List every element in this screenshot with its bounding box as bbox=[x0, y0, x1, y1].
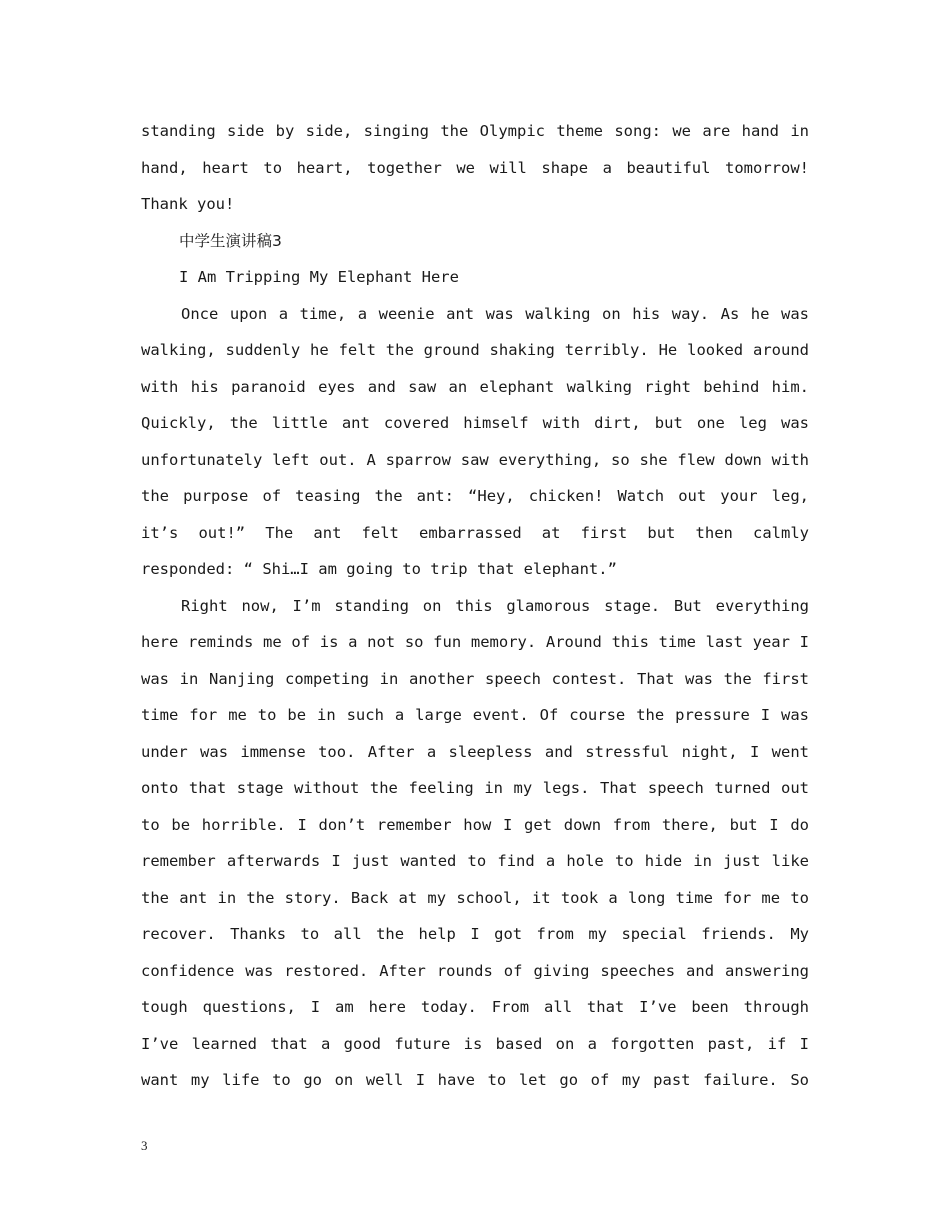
text-line: under was immense too. After a sleepless and stressful night, I went bbox=[141, 742, 809, 761]
text-line: was in Nanjing competing in another speech contest. That was the first bbox=[141, 669, 809, 688]
text-line: Right now, I’m standing on this glamorous stage. But everything bbox=[181, 596, 809, 615]
text-line: tough questions, I am here today. From all that I’ve been through bbox=[141, 998, 809, 1016]
text-line: confidence was restored. After rounds of giving speeches and answering bbox=[141, 961, 809, 980]
text-line: I’ve learned that a good future is based on a forgotten past, if I bbox=[141, 1034, 809, 1053]
text-line: recover. Thanks to all the help I got from my special friends. My bbox=[141, 925, 809, 943]
text-line: remember afterwards I just wanted to find a hole to hide in just like bbox=[141, 852, 809, 870]
text-line: Quickly, the little ant covered himself with dirt, but one leg was bbox=[141, 414, 809, 432]
text-line: onto that stage without the feeling in my legs. That speech turned out bbox=[141, 779, 809, 797]
text-line: standing side by side, singing the Olympic theme song: we are hand in bbox=[141, 122, 809, 140]
speech-title: I Am Tripping My Elephant Here bbox=[179, 268, 459, 286]
page-number: 3 bbox=[141, 1138, 148, 1153]
text-line: responded: “ Shi…I am going to trip that elephant.” bbox=[141, 560, 617, 578]
text-line: with his paranoid eyes and saw an elephant walking right behind him. bbox=[141, 377, 809, 396]
paragraph-speech-memory bbox=[141, 588, 809, 1099]
text-line: here reminds me of is a not so fun memory. Around this time last year I bbox=[141, 633, 809, 651]
text-line: the purpose of teasing the ant: “Hey, chicken! Watch out your leg, bbox=[141, 487, 809, 505]
text-line: Thank you! bbox=[141, 195, 235, 213]
text-line: Once upon a time, a weenie ant was walking on his way. As he was bbox=[181, 304, 809, 323]
text-line: walking, suddenly he felt the ground shaking terribly. He looked around bbox=[141, 341, 809, 359]
text-line: hand, heart to heart, together we will shape a beautiful tomorrow! bbox=[141, 158, 809, 177]
text-line: it’s out!” The ant felt embarrassed at first but then calmly bbox=[141, 523, 809, 542]
text-line: time for me to be in such a large event. Of course the pressure I was bbox=[141, 706, 809, 724]
continued-paragraph bbox=[141, 113, 809, 223]
text-line: unfortunately left out. A sparrow saw everything, so she flew down with bbox=[141, 450, 809, 469]
paragraph-ant-story bbox=[141, 296, 809, 588]
page-body bbox=[141, 113, 809, 1099]
text-line: the ant in the story. Back at my school, it took a long time for me to bbox=[141, 888, 809, 907]
text-line: to be horrible. I don’t remember how I get down from there, but I do bbox=[141, 815, 809, 834]
text-line: want my life to go on well I have to let go of my past failure. So bbox=[141, 1071, 809, 1089]
section-heading: 中学生演讲稿3 bbox=[179, 231, 282, 250]
